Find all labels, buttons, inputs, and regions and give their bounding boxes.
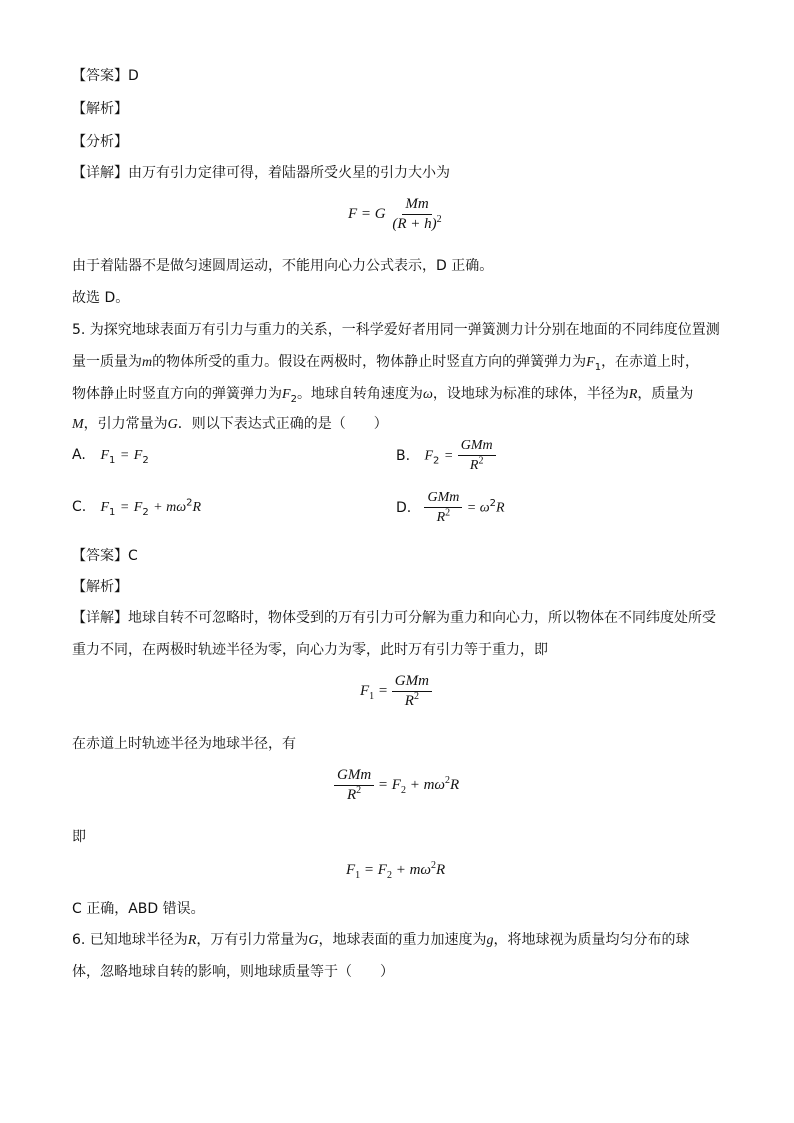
fenxi-label-q4: 【分析】 — [72, 134, 128, 150]
question-5-line-1: 5. 为探究地球表面万有引力与重力的关系，一科学爱好者用同一弹簧测力计分别在地面的不同纬度位置测 — [72, 322, 720, 338]
formula-equator-q5: $\frac{\text{GMm}}{R^2}$ = $F_2 + m\omega^2R$ — [334, 767, 459, 804]
option-c: C. $F_1 = F_2 + m\omega^2R$ — [72, 497, 202, 518]
analysis-label-q4: 【解析】 — [72, 101, 128, 117]
option-a: A. $F_1 = F_2$ — [72, 447, 149, 466]
detail-line-2-q5: 重力不同，在两极时轨迹半径为零，向心力为零，此时万有引力等于重力，即 — [72, 642, 548, 658]
detail-line-5-q5: C 正确，ABD 错误。 — [72, 901, 205, 917]
question-6-line-1: 6. 已知地球半径为R，万有引力常量为G，地球表面的重力加速度为g，将地球视为质量均匀分布的球 — [72, 932, 690, 948]
detail-text-q4: 【详解】由万有引力定律可得，着陆器所受火星的引力大小为 — [72, 165, 450, 181]
question-5-line-3: 物体静止时竖直方向的弹簧弹力为$F_2$。地球自转角速度为ω，设地球为标准的球体，半径为R，质量为 — [72, 386, 694, 405]
question-5-line-2: 量一质量为m的物体所受的重力。假设在两极时，物体静止时竖直方向的弹簧弹力为$F_1$，在赤道上时， — [72, 354, 700, 373]
question-6-line-2: 体，忽略地球自转的影响，则地球质量等于（ ） — [72, 964, 394, 980]
formula-result-q5: $F_1 = F_2 + m\omega^2R$ — [346, 860, 446, 881]
option-b: B. $F_2$ = $\frac{\text{GMm}}{R^2}$ — [396, 437, 496, 474]
analysis-label-q5: 【解析】 — [72, 579, 128, 595]
answer-label-q4: 【答案】D — [72, 68, 139, 84]
option-d: D. $\frac{\text{GMm}}{R^2}$ = $\omega^2R$ — [396, 490, 505, 525]
detail-line-3-q5: 在赤道上时轨迹半径为地球半径，有 — [72, 736, 296, 752]
explanation-text-q4: 由于着陆器不是做匀速圆周运动，不能用向心力公式表示，D 正确。 — [72, 258, 494, 274]
detail-line-4-q5: 即 — [72, 829, 86, 845]
detail-line-1-q5: 【详解】地球自转不可忽略时，物体受到的万有引力可分解为重力和向心力，所以物体在不同纬度处所受 — [72, 610, 716, 626]
question-5-line-4: M，引力常量为G．则以下表达式正确的是（ ） — [72, 416, 388, 432]
gravity-formula-q4: F = G $\frac{Mm}{(R + h)^2}$ — [348, 196, 442, 232]
conclusion-text-q4: 故选 D。 — [72, 290, 130, 306]
formula-f1-q5: $F_1$ = $\frac{\text{GMm}}{R^2}$ — [360, 673, 432, 710]
answer-label-q5: 【答案】C — [72, 548, 138, 564]
